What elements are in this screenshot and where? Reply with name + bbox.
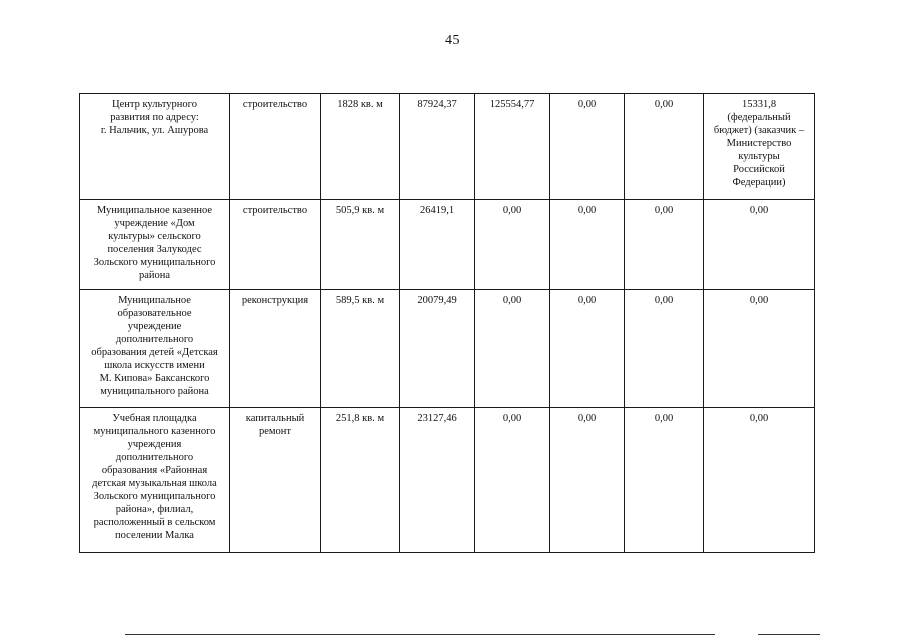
work-type-cell: реконструкция [230,290,321,408]
value-cell: 0,00 [625,290,704,408]
value-cell: 0,00 [625,408,704,553]
table-row [80,290,815,408]
table-row [80,408,815,553]
value-cell: 125554,77 [475,94,550,200]
capacity-cell: 251,8 кв. м [321,408,400,553]
table-row [80,200,815,290]
value-cell: 0,00 [704,290,815,408]
construction-objects-table [79,93,815,553]
value-cell: 0,00 [625,94,704,200]
value-cell: 0,00 [625,200,704,290]
footer-divider [125,634,715,635]
work-type-cell: строительство [230,200,321,290]
object-name-cell: Муниципальное образовательное учреждение дополнительного образования детей «Детская школа искусств имени М. Кипова» Баксанского муниципального района [80,290,230,408]
footer-divider [758,634,820,635]
work-type-cell: строительство [230,94,321,200]
value-cell: 0,00 [550,290,625,408]
work-type-cell: капитальный ремонт [230,408,321,553]
value-cell: 0,00 [550,408,625,553]
value-cell: 87924,37 [400,94,475,200]
object-name-cell: Учебная площадка муниципального казенного учреждения дополнительного образования «Районная детская музыкальная школа Зольского муниципального района», филиал, расположенный в сельском поселении Малка [80,408,230,553]
value-cell: 0,00 [704,200,815,290]
value-cell: 0,00 [550,200,625,290]
value-cell: 23127,46 [400,408,475,553]
value-cell: 0,00 [475,200,550,290]
table-row [80,94,815,200]
capacity-cell: 589,5 кв. м [321,290,400,408]
value-cell: 0,00 [550,94,625,200]
object-name-cell: Центр культурного развития по адресу: г. Нальчик, ул. Ашурова [80,94,230,200]
object-name-cell: Муниципальное казенное учреждение «Дом культуры» сельского поселения Залукодес Зольского муниципального района [80,200,230,290]
footer-rule [0,634,905,640]
value-cell: 15331,8 (федеральный бюджет) (заказчик – Министерство культуры Российской Федерации) [704,94,815,200]
value-cell: 0,00 [475,408,550,553]
capacity-cell: 1828 кв. м [321,94,400,200]
page-number: 45 [445,33,460,48]
capacity-cell: 505,9 кв. м [321,200,400,290]
value-cell: 0,00 [704,408,815,553]
value-cell: 26419,1 [400,200,475,290]
value-cell: 0,00 [475,290,550,408]
value-cell: 20079,49 [400,290,475,408]
